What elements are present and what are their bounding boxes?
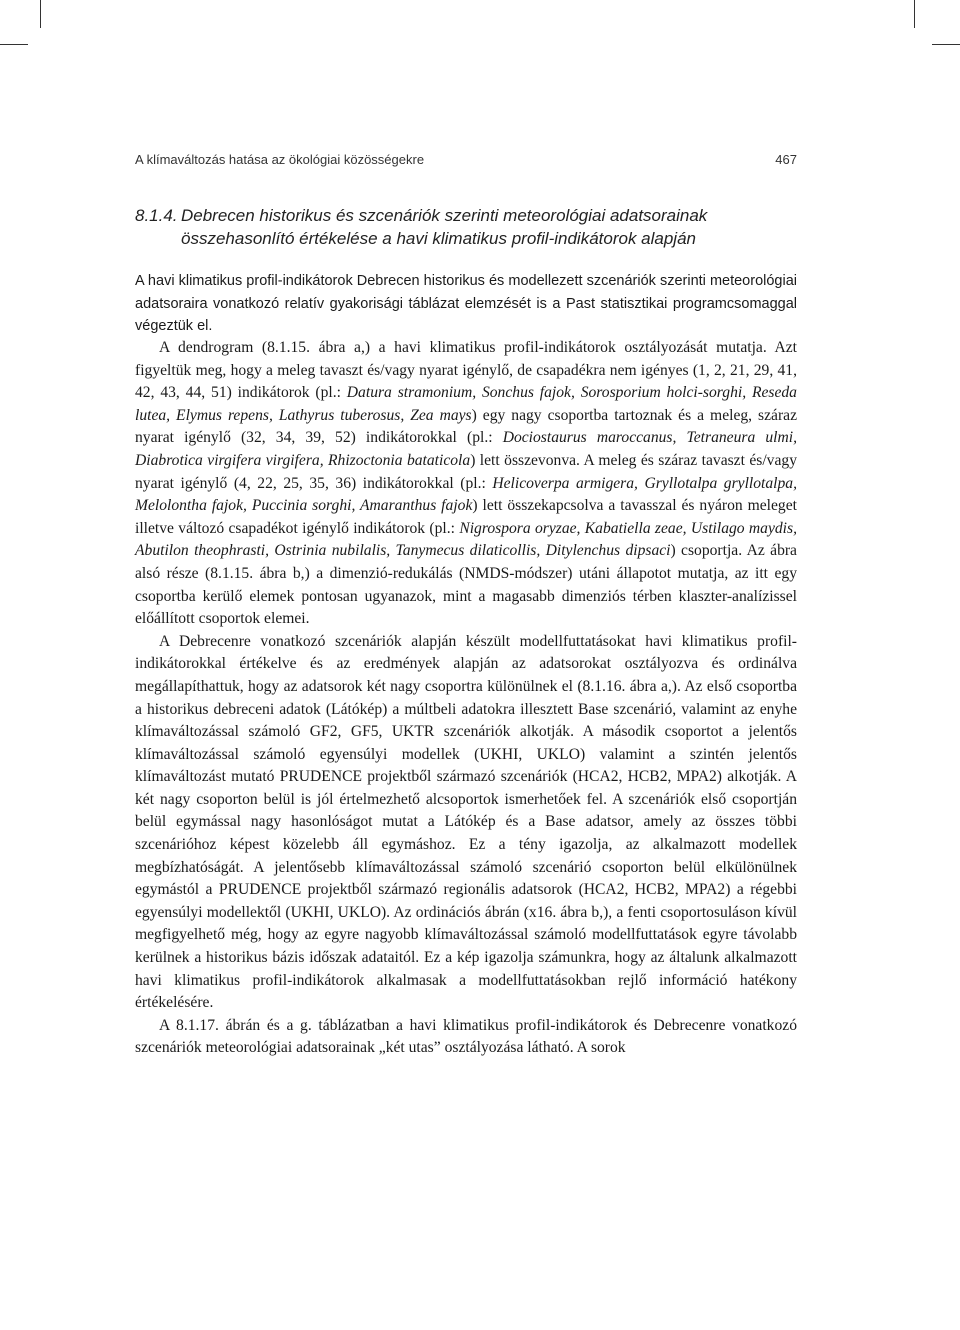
species-names: Nigrospora oryzae, Kabatiella zeae, Ustilago maydis, Abutilon theophrasti, Ostrinia nubilalis, Tanymecus dilaticollis, Ditylenchus dipsaci (135, 519, 797, 560)
section-heading (135, 204, 797, 250)
lead-paragraph: A havi klimatikus profil-indikátorok Debrecen historikus és modellezett szcenáriók szerinti meteorológiai adatsoraira vonatkozó relatív gyakorisági táblázat elemzését is a Past statisztikai programcsomaggal végeztük el. (135, 273, 797, 334)
crop-mark (932, 44, 960, 45)
species-names: Datura stramonium, Sonchus fajok, Sorosporium holci-sorghi, Reseda lutea, Elymus repens, Lathyrus tuberosus, Zea mays (135, 384, 797, 424)
page-number: 467 (775, 152, 797, 167)
paragraph-dendrogram (135, 337, 797, 631)
species-names: Dociostaurus maroccanus, Tetraneura ulmi, Diabrotica virgifera virgifera, Rhizoctonia bataticola (135, 429, 798, 469)
text-run: A dendrogram (8.1.15. ábra a,) a havi klimatikus profil-indikátorok osztályozását mutatja. Azt figyeltük meg, hogy a meleg tavaszt és/vagy nyarat igénylő, de csapadékra nem igényes (1, 2, 21, 29, 41, 42, 43, 44, 51) indikátorok (pl.: (135, 339, 797, 402)
running-header (135, 152, 797, 167)
section-title-line1: Debrecen historikus és szcenáriók szerinti meteorológiai adatsorainak (181, 206, 708, 225)
text-run: ) lett összevonva. A meleg és száraz tavaszt és/vagy nyarat igénylő (4, 22, 25, 35, 36) indikátorokkal (pl.: (135, 451, 797, 492)
species-names: Helicoverpa armigera, Gryllotalpa gryllotalpa, Melolontha fajok, Puccinia sorghi, Amaranthus fajok (135, 474, 797, 515)
body-text (135, 337, 797, 1060)
crop-mark (40, 0, 41, 28)
crop-mark (0, 44, 28, 45)
running-title: A klímaváltozás hatása az ökológiai közösségekre (135, 152, 425, 167)
section-title-line2: összehasonlító értékelése a havi klimatikus profil-indikátorok alapján (181, 229, 696, 248)
crop-mark (914, 0, 915, 28)
section-number: 8.1.4. (135, 206, 178, 225)
text-run: ) lett összekapcsolva a tavasszal és nyáron meleget illetve változó csapadékot igénylő indikátorok (pl.: (135, 497, 797, 537)
paragraph-scenarios: A Debrecenre vonatkozó szcenáriók alapján készült modellfuttatásokat havi klimatikus profil-indikátorokkal értékelve és az eredmények alapján az adatsorokat osztályozva és ordinálva megállapíthattuk, hogy az adatsorok két nagy csoportra különülnek el (8.1.16. ábra a,). Az első csoportba a historikus debreceni adatok (Látókép) a múltbeli adatokra illesztett Base szcenárió, valamint az enyhe klímaváltozással számoló GF2, GF5, UKTR szcenáriók alkotják. A második csoportot a jelentős klímaváltozással számoló egyensúlyi modellek (UKHI, UKLO) valamint a szintén jelentős klímaváltozást mutató PRUDENCE projektből származó szcenáriók (HCA2, HCB2, MPA2) alkotják. A két nagy csoporton belül is jól értelmezhető alcsoportok ismerhetőek fel. A szcenáriók első csoportján belül egymással nagy hasonlóságot mutat a Látókép és a Base adatsor, amely az összes többi szcenárióhoz képest közelebb áll egymáshoz. Ez a tény igazolja, az alkalmazott modellek megbízhatóságát. A jelentősebb klímaváltozással számoló szcenárió csoporton belül elkülönülnek egymástól a PRUDENCE projektből származó regionális adatsorok (HCA2, HCB2, MPA2) a régebbi egyensúlyi modellektől (UKHI, UKLO). Az ordinációs ábrán (x16. ábra b,), a fenti csoportosuláson kívül megfigyelhető még, hogy az egyre nagyobb klímaváltozással számoló modellfuttatások egyre távolabb kerülnek a historikus bázis időszak adataitól. Ez a kép igazolja számunkra, hogy az általunk alkalmazott havi klimatikus profil-indikátorok alkalmasak a modellfuttatásokban rejlő információ hatékony értékelésére. (135, 632, 797, 1012)
paragraph-two-way: A 8.1.17. ábrán és a g. táblázatban a havi klimatikus profil-indikátorok és Debrecenre vonatkozó szcenáriók meteorológiai adatsorainak „két utas” osztályozása látható. A sorok (135, 1016, 797, 1057)
text-run: ) csoportja. Az ábra alsó része (8.1.15. ábra b,) a dimenzió-redukálás (NMDS-módszer) utáni állapotot mutatja, az itt egy csoportba kerülő elemek pontosan ugyanazok, mint a magasabb dimenziós térben klaszter-analízissel előállított csoportok elemei. (135, 542, 797, 628)
text-run: ) egy nagy csoportba tartoznak és a meleg, száraz nyarat igénylő (32, 34, 39, 52) indikátorokkal (pl.: (135, 406, 797, 447)
